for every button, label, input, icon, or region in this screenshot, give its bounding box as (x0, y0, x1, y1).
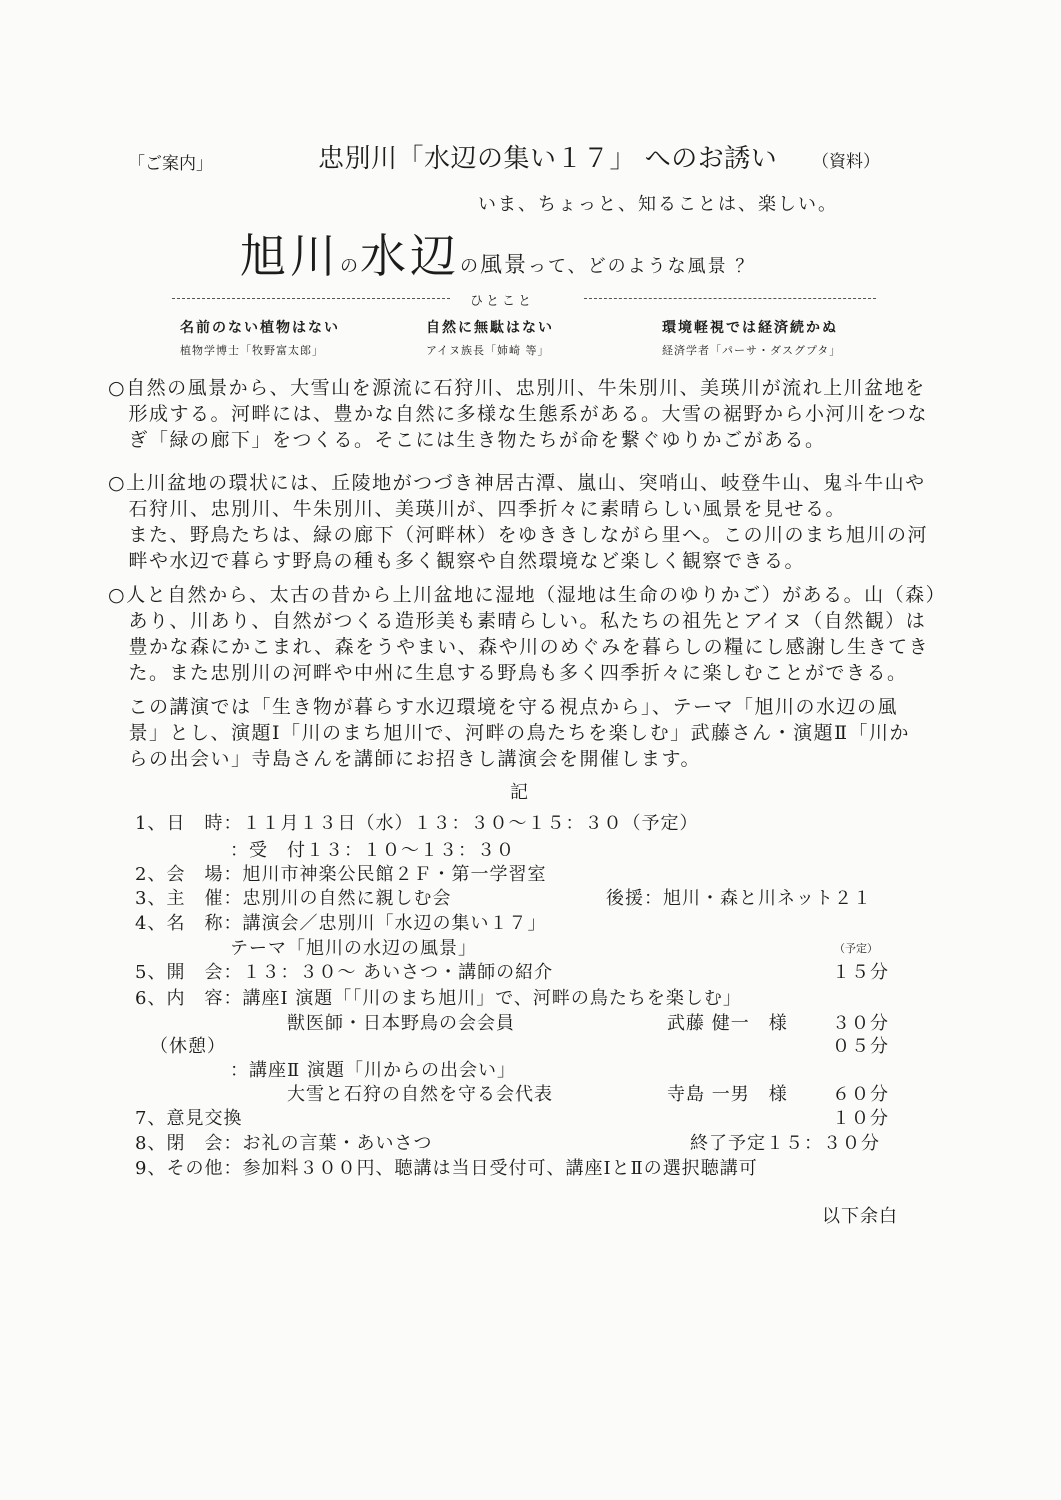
list-item: （休憩） (150, 1036, 226, 1057)
list-item: 8、閉 会：お礼の言葉・あいさつ (135, 1133, 433, 1154)
list-item-mid: 寺島 一男 様 (667, 1084, 788, 1105)
list-item-right: ６０分 (832, 1084, 889, 1105)
list-item: テーマ「旭川の水辺の風景」 (135, 938, 477, 959)
headline-part: 旭川 (240, 229, 340, 283)
paragraph-line: また、野鳥たちは、緑の廊下（河畔林）をゆききしながら里へ。この川のまち旭川の河 (108, 524, 929, 546)
paragraph (108, 375, 948, 453)
paragraph-line: 景」とし、演題Ⅰ「川のまち旭川で、河畔の鳥たちを楽しむ」武藤さん・演題Ⅱ「川か (108, 722, 911, 744)
list-item-right: （予定） (834, 942, 878, 955)
closing-note: 以下余白 (822, 1206, 898, 1227)
list-item: 5、開 会：１３：３０～ あいさつ・講師の紹介 (135, 962, 554, 983)
paragraph-line: あり、川あり、自然がつくる造形美も素晴らしい。私たちの祖先とアイヌ（自然観）は (108, 610, 927, 632)
list-item: 4、名 称：講演会／忠別川「水辺の集い１７」 (135, 913, 547, 934)
headline-part: の (460, 256, 480, 277)
paragraph (108, 694, 948, 772)
list-item: ：受 付１３：１０～１３：３０ (135, 840, 515, 861)
list-item: 7、意見交換 (135, 1108, 243, 1129)
list-item-right: 後援：旭川・森と川ネット２１ (606, 888, 872, 909)
tagline: いま、ちょっと、知ることは、楽しい。 (478, 194, 838, 215)
divider-left (172, 298, 450, 299)
list-item: 大雪と石狩の自然を守る会代表 (135, 1084, 553, 1105)
paragraph-line: ぎ「緑の廊下」をつくる。そこには生き物たちが命を繋ぐゆりかごがある。 (108, 429, 826, 451)
paragraph (108, 582, 948, 686)
paragraph-line: ○自然の風景から、大雪山を源流に石狩川、忠別川、牛朱別川、美瑛川が流れ上川盆地を (108, 377, 926, 399)
paragraph-line: ○人と自然から、太古の昔から上川盆地に湿地（湿地は生命のゆりかご）がある。山（森） (108, 584, 947, 606)
list-item-right: ３０分 (832, 1013, 889, 1034)
headline-part: の (340, 256, 360, 277)
list-item: 6、内 容：講座Ⅰ 演題「「川のまち旭川」で、河畔の鳥たちを楽しむ」 (135, 988, 742, 1009)
list-item: ：講座Ⅱ 演題「川からの出会い」 (135, 1060, 516, 1081)
document-title: 忠別川「水辺の集い１７」 へのお誘い (318, 144, 778, 174)
paragraph-line: 畔や水辺で暮らす野鳥の種も多く観察や自然環境など楽しく観察できる。 (108, 550, 806, 572)
headline-part: 水辺 (360, 229, 460, 283)
list-item: 3、主 催：忠別川の自然に親しむ会 (135, 888, 452, 909)
quote-text: 自然に無駄はない (426, 320, 554, 336)
quote-attribution: アイヌ族長「姉崎 等」 (426, 344, 550, 357)
headline (240, 220, 755, 286)
list-item-right: １０分 (832, 1108, 889, 1129)
paragraph-line: た。また忠別川の河畔や中州に生息する野鳥も多く四季折々に楽しむことができる。 (108, 662, 908, 684)
list-item: 獣医師・日本野鳥の会会員 (135, 1013, 515, 1034)
quote-text: 名前のない植物はない (180, 320, 340, 336)
list-item-right: １５分 (832, 962, 889, 983)
ki-mark: 記 (510, 782, 528, 803)
headline-part: 風景 (480, 253, 529, 278)
list-item: 2、会 場：旭川市神楽公民館２Ｆ・第一学習室 (135, 864, 547, 885)
quote-attribution: 経済学者「パーサ・ダスグプタ」 (662, 344, 842, 357)
paragraph-line: 豊かな森にかこまれ、森をうやまい、森や川のめぐみを暮らしの糧にし感謝し生きてき (108, 636, 930, 658)
paragraph-line: 形成する。河畔には、豊かな自然に多様な生態系がある。大雪の裾野から小河川をつな (108, 403, 929, 425)
header-left-label: 「ご案内」 (128, 154, 213, 174)
header-right-label: （資料） (812, 152, 880, 172)
list-item-right: ０５分 (832, 1036, 889, 1057)
hitokoto-label: ひとこと (470, 294, 535, 309)
list-item: 1、日 時：１１月１３日（水）１３：３０～１５：３０（予定） (135, 813, 699, 834)
quote-text: 環境軽視では経済続かぬ (662, 320, 838, 336)
paragraph-line: 石狩川、忠別川、牛朱別川、美瑛川が、四季折々に素晴らしい風景を見せる。 (108, 498, 847, 520)
headline-part: って、どのような風景 ？ (528, 256, 756, 277)
list-item-right: 終了予定１５：３０分 (690, 1133, 880, 1154)
list-item-mid: 武藤 健一 様 (667, 1013, 788, 1034)
paragraph-line: この講演では「生き物が暮らす水辺環境を守る視点から」、テーマ「旭川の水辺の風 (108, 696, 899, 718)
quote-attribution: 植物学博士「牧野富太郎」 (180, 344, 324, 357)
divider-right (584, 298, 876, 299)
paragraph-line: ○上川盆地の環状には、丘陵地がつづき神居古潭、嵐山、突哨山、岐登牛山、鬼斗牛山や (108, 472, 926, 494)
list-item: 9、その他：参加料３００円、聴講は当日受付可、講座ⅠとⅡの選択聴講可 (135, 1158, 758, 1179)
paragraph (108, 470, 948, 574)
paragraph-line: らの出会い」寺島さんを講師にお招きし講演会を開催します。 (108, 748, 701, 770)
